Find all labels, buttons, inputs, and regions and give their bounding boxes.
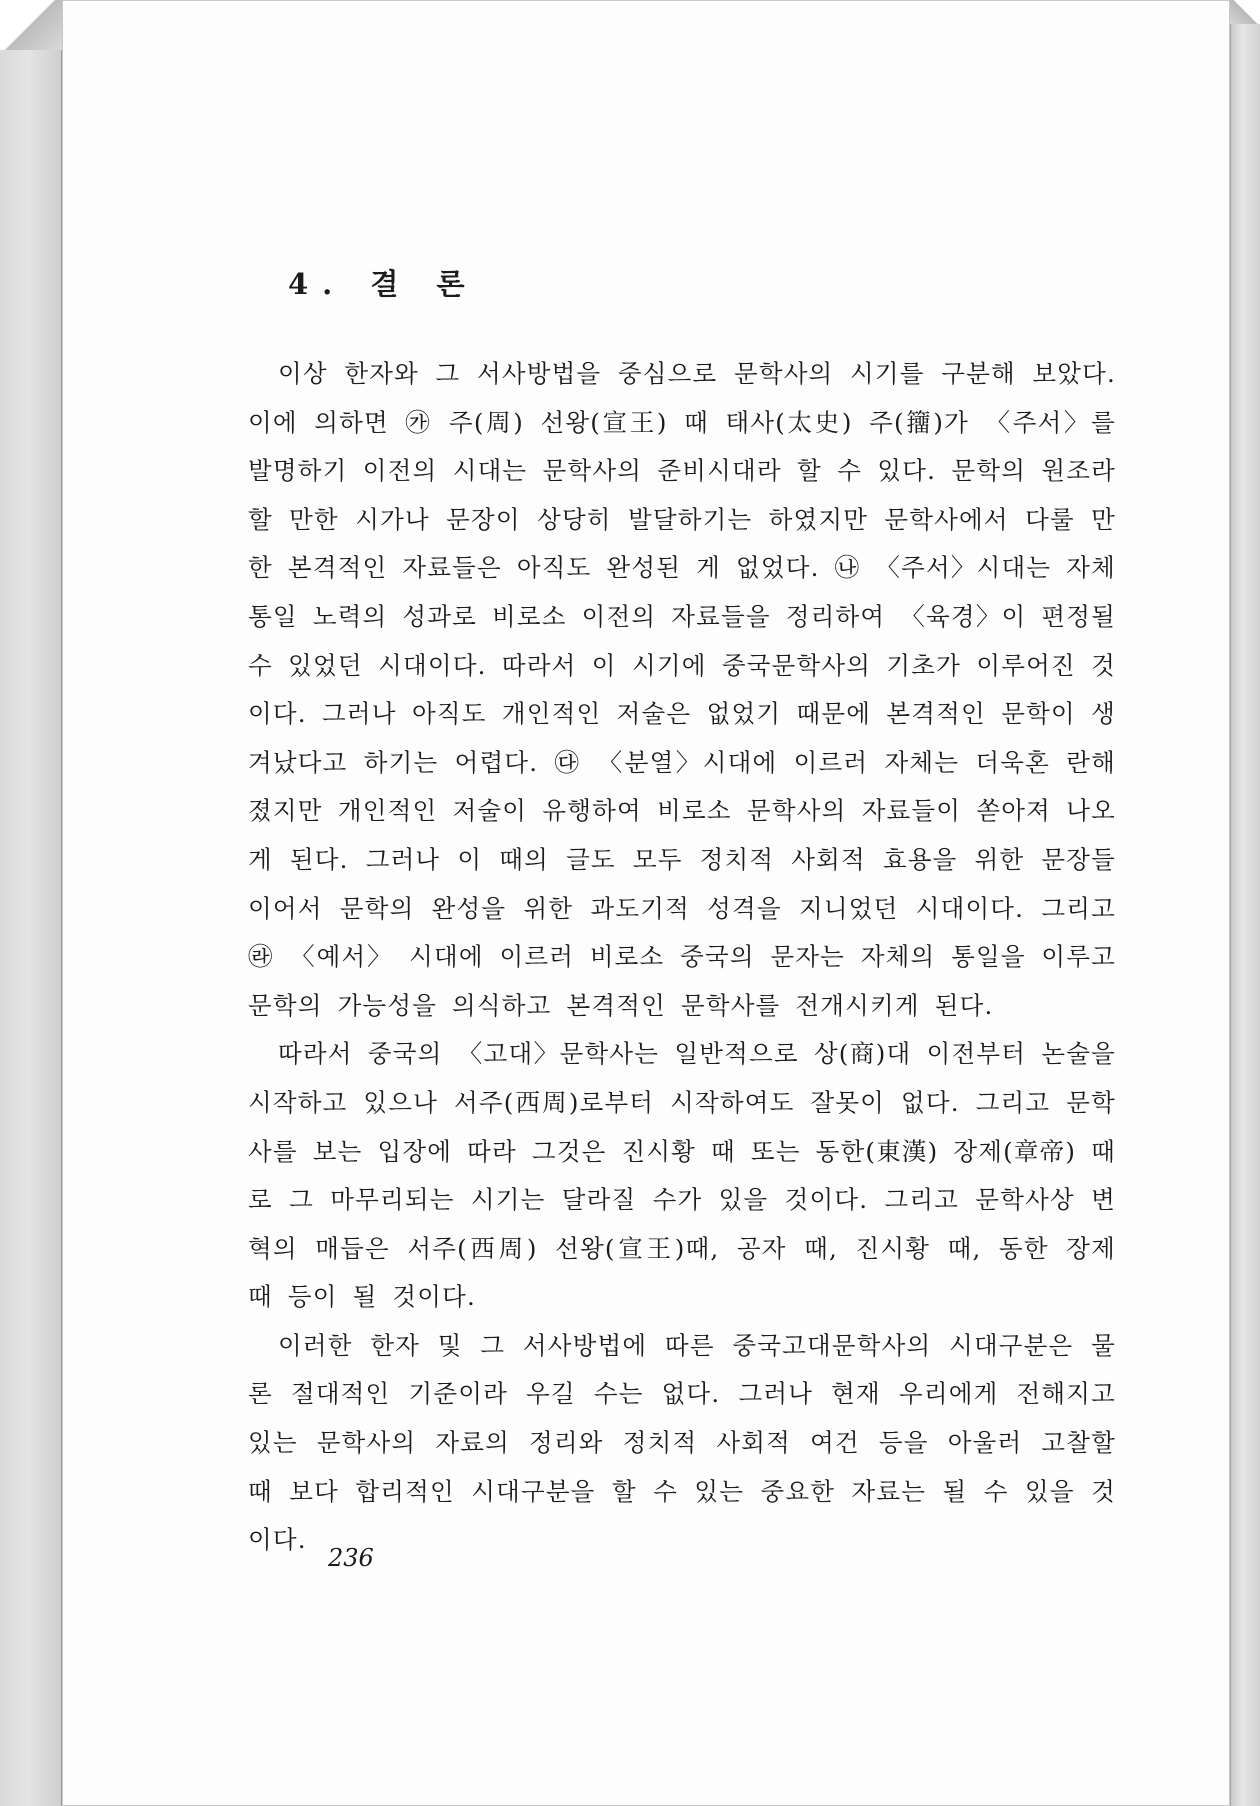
page-content: [248, 262, 1116, 1565]
paragraph-2: 따라서 중국의 〈고대〉문학사는 일반적으로 상(商)대 이전부터 논술을 시작하고 있으나 서주(西周)로부터 시작하여도 잘못이 없다. 그리고 문학사를 보는 입장에 따라 그것은 진시황 때 또는 동한(東漢) 장제(章帝) 때로 그 마무리되는 시기는 달라질 수가 있을 것이다. 그리고 문학사상 변혁의 매듭은 서주(西周) 선왕(宣王)때, 공자 때, 진시황 때, 동한 장제 때 등이 될 것이다.: [248, 1039, 1116, 1312]
page-number: 236: [328, 1544, 374, 1572]
book-spine-top: [0, 0, 62, 50]
section-heading: 4. 결 론: [288, 267, 479, 301]
page-edges: [1230, 0, 1260, 1806]
paragraph-1: 이상 한자와 그 서사방법을 중심으로 문학사의 시기를 구분해 보았다. 이에 의하면 ㉮ 주(周) 선왕(宣王) 때 태사(太史) 주(籒)가 〈주서〉를 발명하기 이전의 시대는 문학사의 준비시대라 할 수 있다. 문학의 원조라 할 만한 시가나 문장이 상당히 발달하기는 하였지만 문학사에서 다룰 만한 본격적인 자료들은 아직도 완성된 게 없었다. ㉯ 〈주서〉시대는 자체 통일 노력의 성과로 비로소 이전의 자료들을 정리하여 〈육경〉이 편정될 수 있었던 시대이다. 따라서 이 시기에 중국문학사의 기초가 이루어진 것이다. 그러나 아직도 개인적인 저술은 없었기 때문에 본격적인 문학이 생겨났다고 하기는 어렵다. ㉰ 〈분열〉시대에 이르러 자체는 더욱혼 란해졌지만 개인적인 저술이 유행하여 비로소 문학사의 자료들이 쏟아져 나오게 된다. 그러나 이 때의 글도 모두 정치적 사회적 효용을 위한 문장들이어서 문학의 완성을 위한 과도기적 성격을 지니었던 시대이다. 그리고 ㉱ 〈예서〉 시대에 이르러 비로소 중국의 문자는 자체의 통일을 이루고 문학의 가능성을 의식하고 본격적인 문학사를 전개시키게 된다.: [248, 359, 1116, 1020]
document-page: [62, 0, 1230, 1806]
paragraph-3: 이러한 한자 및 그 서사방법에 따른 중국고대문학사의 시대구분은 물론 절대적인 기준이라 우길 수는 없다. 그러나 현재 우리에게 전해지고 있는 문학사의 자료의 정리와 정치적 사회적 여건 등을 아울러 고찰할 때 보다 합리적인 시대구분을 할 수 있는 중요한 자료는 될 수 있을 것이다.: [248, 1330, 1116, 1555]
page-edges-top: [1230, 0, 1260, 24]
book-spine: [0, 0, 62, 1806]
